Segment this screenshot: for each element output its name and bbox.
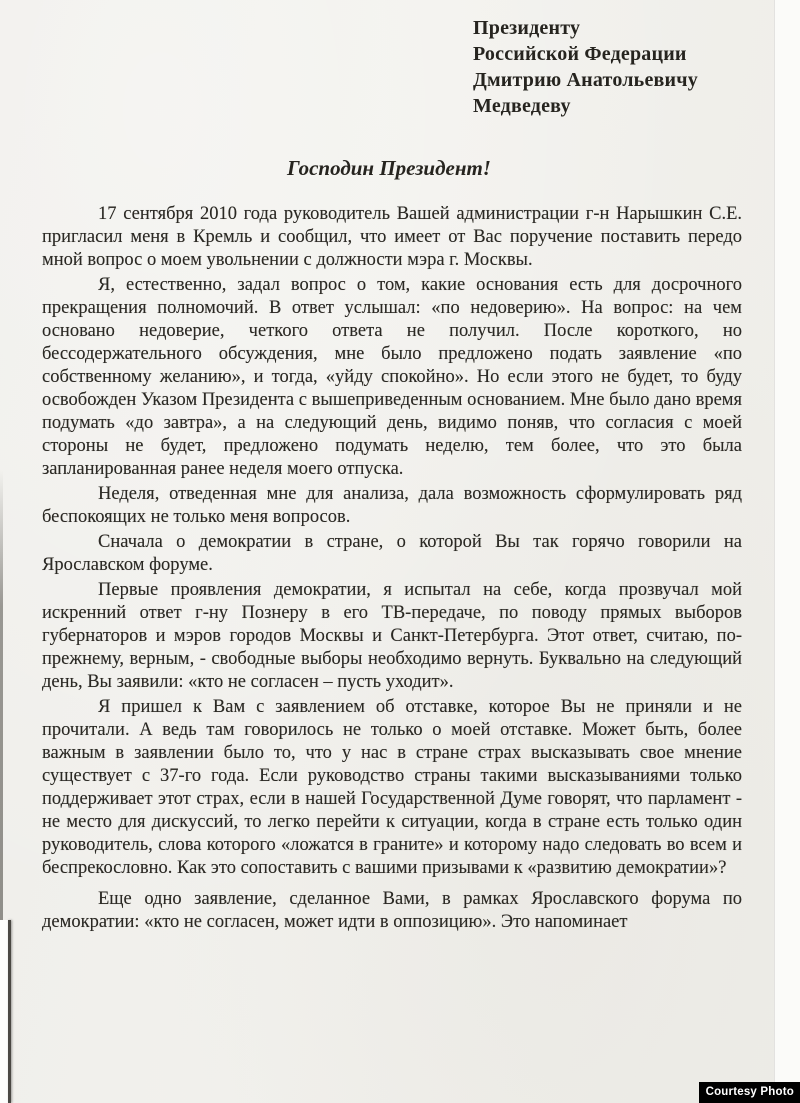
recipient-line: Российской Федерации	[473, 43, 687, 65]
letter-paragraph: Неделя, отведенная мне для анализа, дала возможность сформулировать ряд беспокоящих не только меня вопросов.	[42, 484, 742, 527]
recipient-line: Дмитрию Анатольевичу	[473, 69, 698, 91]
letter-paragraph: Еще одно заявление, сделанное Вами, в рамках Ярославского форума по демократии: «кто не согласен, может идти в оппозицию». Это напоминает	[42, 889, 742, 932]
letter-paragraph: 17 сентября 2010 года руководитель Вашей администрации г-н Нарышкин С.Е. пригласил меня в Кремль и сообщил, что имеет от Вас поручение поставить передо мной вопрос о моем увольнении с должности мэра г. Москвы.	[42, 204, 742, 270]
paper-edge-bottom-left	[8, 920, 11, 1103]
salutation: Господин Президент!	[287, 156, 491, 180]
letter-paragraph: Первые проявления демократии, я испытал на себе, когда прозвучал мой искренний ответ г-ну Познеру в его ТВ-передаче, по поводу прямых выборов губернаторов и мэров городов Москвы и Санкт-Петербурга. Этот ответ, считаю, по-прежнему, верным, - свободные выборы необходимо вернуть. Буквально на следующий день, Вы заявили: «кто не согласен – пусть уходит».	[42, 580, 742, 692]
letter-body	[42, 203, 742, 936]
letter-paragraph: Я пришел к Вам с заявлением об отставке, которое Вы не приняли и не прочитали. А ведь там говорилось не только о моей отставке. Может быть, более важным в заявлении было то, что у нас в стране страх высказывать свое мнение существует с 37-го года. Если руководство страны такими высказываниями только поддерживает этот страх, если в нашей Государственной Думе говорят, что парламент - не место для дискуссий, то легко перейти к ситуации, когда в стране есть только один руководитель, слова которого «ложатся в граните» и которому надо следовать во всем и беспрекословно. Как это сопоставить с вашими призывами к «развитию демократии»?	[42, 697, 742, 878]
scan-edge-bottom-left	[0, 920, 8, 1103]
letter-paragraph: Я, естественно, задал вопрос о том, какие основания есть для досрочного прекращения полномочий. В ответ услышал: «по недоверию». На вопрос: на чем основано недоверие, четкого ответа не получил. После короткого, но бессодержательного обсуждения, мне было предложено подать заявление «по собственному желанию», и тогда, «уйду спокойно». Но если этого не будет, то буду освобожден Указом Президента с вышеприведенным основанием. Мне было дано время подумать «до завтра», а на следующий день, видимо поняв, что согласия с моей стороны не будет, предложено подумать неделю, тем более, что это была запланированная ранее неделя моего отпуска.	[42, 275, 742, 479]
letter-paragraph: Сначала о демократии в стране, о которой Вы так горячо говорили на Ярославском форуме.	[42, 532, 742, 575]
courtesy-photo-watermark: Courtesy Photo	[699, 1082, 800, 1103]
scan-edge-right	[774, 0, 800, 1103]
recipient-line: Президенту	[473, 17, 581, 39]
paper-crease-left	[0, 470, 3, 925]
recipient-address-block	[473, 15, 698, 119]
recipient-line: Медведеву	[473, 95, 571, 117]
